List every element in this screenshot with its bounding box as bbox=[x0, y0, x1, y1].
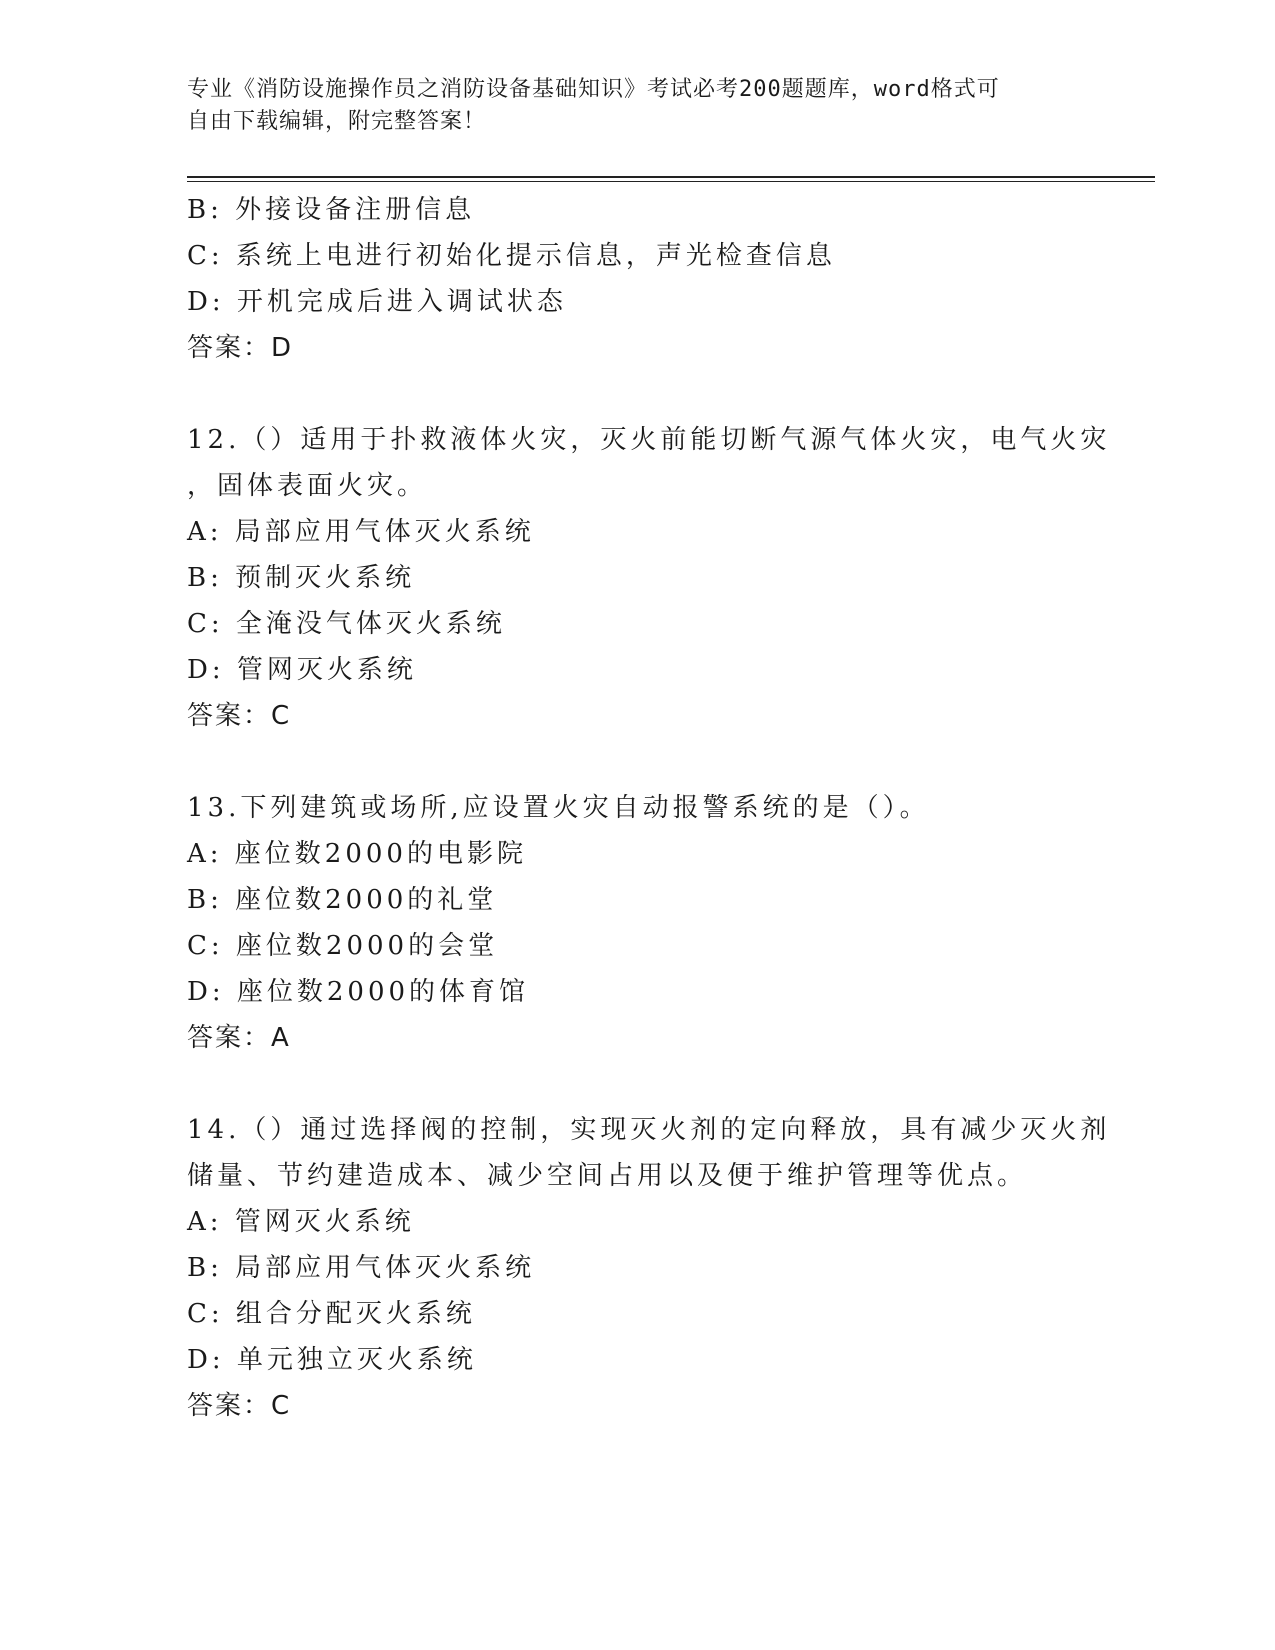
question-stem-continued: 储量、节约建造成本、减少空间占用以及便于维护管理等优点。 bbox=[187, 1161, 1028, 1191]
answer: 答案：C bbox=[187, 1391, 292, 1421]
spacer bbox=[187, 739, 1087, 785]
header-divider-thin bbox=[187, 181, 1155, 182]
header-line-1: 专业《消防设施操作员之消防设备基础知识》考试必考200题题库，word格式可 bbox=[187, 77, 1000, 102]
question-14 bbox=[187, 1107, 1111, 1429]
option-d: D: 单元独立灭火系统 bbox=[187, 1345, 477, 1375]
question-13 bbox=[187, 785, 1087, 1061]
question-stem: 12.（）适用于扑救液体火灾，灭火前能切断气源气体火灾，电气火灾 bbox=[187, 425, 1111, 455]
header-divider-thick bbox=[187, 176, 1155, 178]
option-b: B: 预制灭火系统 bbox=[187, 563, 416, 593]
option-d: D: 座位数2000的体育馆 bbox=[187, 977, 530, 1007]
option-c: C: 组合分配灭火系统 bbox=[187, 1299, 476, 1329]
option-b: B: 座位数2000的礼堂 bbox=[187, 885, 498, 915]
question-stem-continued: ，固体表面火灾。 bbox=[187, 471, 428, 501]
question-stem: 13.下列建筑或场所,应设置火灾自动报警系统的是（）。 bbox=[187, 793, 930, 823]
option-b: B: 外接设备注册信息 bbox=[187, 195, 476, 225]
answer: 答案：C bbox=[187, 701, 292, 731]
option-c: C: 座位数2000的会堂 bbox=[187, 931, 499, 961]
question-list bbox=[187, 187, 1111, 1429]
option-c: C: 系统上电进行初始化提示信息，声光检查信息 bbox=[187, 241, 836, 271]
option-a: A: 座位数2000的电影院 bbox=[187, 839, 527, 869]
option-a: A: 管网灭火系统 bbox=[187, 1207, 415, 1237]
answer: 答案：A bbox=[187, 1023, 291, 1053]
question-11-tail bbox=[187, 187, 1087, 371]
spacer bbox=[187, 371, 1087, 417]
question-stem: 14.（）通过选择阀的控制，实现灭火剂的定向释放，具有减少灭火剂 bbox=[187, 1115, 1111, 1145]
option-d: D: 管网灭火系统 bbox=[187, 655, 417, 685]
question-12 bbox=[187, 417, 1111, 739]
header-line-2: 自由下载编辑，附完整答案！ bbox=[187, 109, 487, 134]
option-a: A: 局部应用气体灭火系统 bbox=[187, 517, 535, 547]
spacer bbox=[187, 1061, 1087, 1107]
option-b: B: 局部应用气体灭火系统 bbox=[187, 1253, 536, 1283]
page-header bbox=[187, 74, 1067, 138]
option-c: C: 全淹没气体灭火系统 bbox=[187, 609, 506, 639]
option-d: D: 开机完成后进入调试状态 bbox=[187, 287, 567, 317]
answer: 答案：D bbox=[187, 333, 294, 363]
